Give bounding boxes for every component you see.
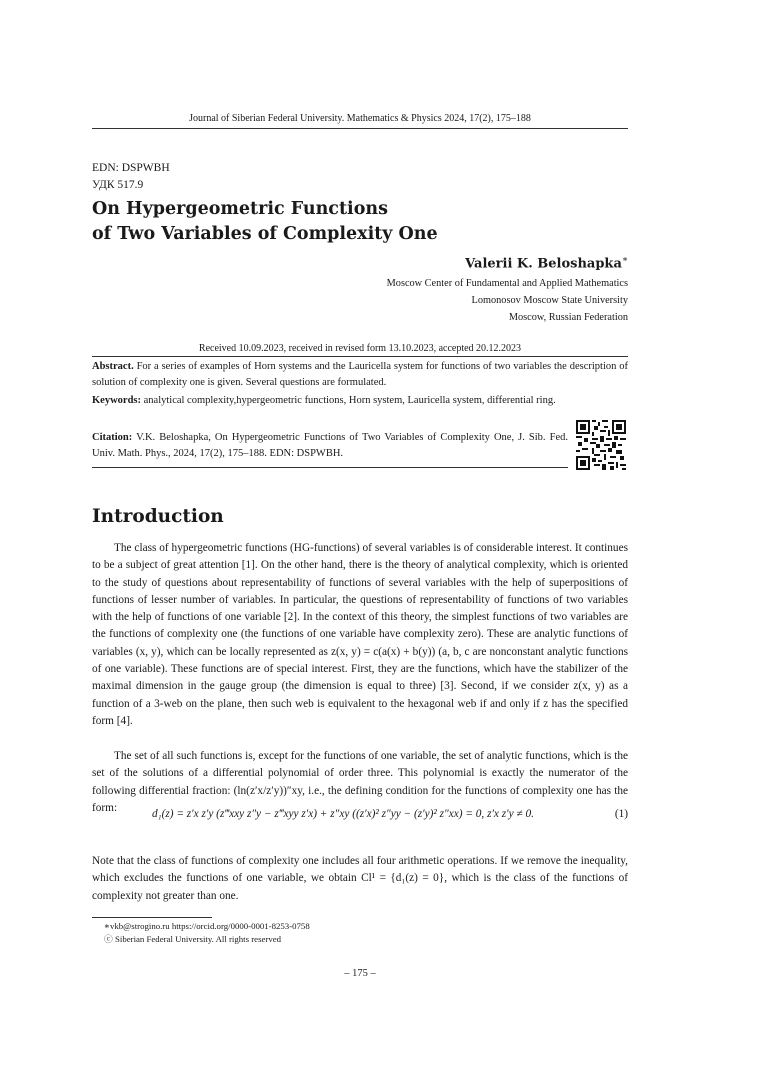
author [465, 255, 628, 271]
title-line-2: of Two Variables of Complexity One [92, 224, 438, 244]
article-title [92, 197, 438, 247]
affiliation-1: Moscow Center of Fundamental and Applied Mathematics [386, 278, 628, 289]
citation-rule [92, 467, 568, 468]
citation-text: V.K. Beloshapka, On Hypergeometric Functions of Two Variables of Complexity One, J. Sib. Fed. Univ. Math. Phys., 2024, 17(2), 175–188. EDN: DSPWBH. [92, 432, 568, 459]
abstract-top-rule [92, 356, 628, 357]
abstract [92, 359, 628, 391]
edn: EDN: DSPWBH [92, 162, 170, 174]
paragraph-2-text: The set of all such functions is, except for the functions of one variable, the set of analytic functions, which is the set of the solutions of a differential polynomial of order three. This polynomial is exactly the numerator of the following differential fraction: (ln(z′x/z′y))″xy, i.e., the defining condition for the functions of complexity one has the form: [92, 750, 628, 814]
journal-header: Journal of Siberian Federal University. Mathematics & Physics 2024, 17(2), 175–188 [189, 113, 531, 124]
udk: УДК 517.9 [92, 179, 144, 191]
author-name: Valerii K. Beloshapka [465, 256, 622, 272]
author-mark: ∗ [621, 255, 628, 265]
title-line-1: On Hypergeometric Functions [92, 199, 388, 219]
paragraph-2 [92, 748, 628, 817]
abstract-text: For a series of examples of Horn systems and the Lauricella system for functions of two variables the description of solution of complexity one is given. Several questions are formulated. [92, 361, 628, 388]
page-number: – 175 – [344, 968, 376, 979]
section-title: Introduction [92, 506, 224, 527]
qr-code-icon[interactable] [576, 420, 626, 470]
paragraph-1 [92, 540, 628, 730]
equation-number: (1) [614, 808, 628, 820]
citation [92, 430, 568, 462]
footnote-copyright: ⓒ Siberian Federal University. All rights reserved [104, 934, 282, 944]
citation-label: Citation: [92, 432, 133, 443]
paragraph-3-text: Note that the class of functions of complexity one includes all four arithmetic operations. If we remove the inequality, which excludes the functions of one variable, we obtain Cl¹ = {d₁(z) = 0}, which is the class of the functions of complexity not greater than one. [92, 855, 628, 902]
keywords [92, 393, 628, 409]
keywords-label: Keywords: [92, 395, 141, 406]
equation-body: d₁(z) = z′x z′y (z‴xxy z″y − z‴xyy z′x) + z″xy ((z′x)² z″yy − (z′y)² z″xx) = 0, z′x z′y ≠ 0. [152, 808, 534, 820]
paragraph-1-text: The class of hypergeometric functions (HG-functions) of several variables is of considerable interest. It continues to be a subject of great attention [1]. On the other hand, there is the theory of analytical complexity, which is oriented to the study of questions about representability of functions of several variables with the help of superpositions of functions of lesser number of variables. In particular, the questions of representability of functions of two variables with the help of functions of one variable [2]. In the context of this theory, the simplest functions of two variables are the functions of complexity one (the functions of one variable have complexity zero). These are analytic functions of variables (x, y), which can be locally represented as z(x, y) = c(a(x) + b(y)) (a, b, c are nonconstant analytic functions of one variable). These functions are of special interest. First, they are the functions, which have the stabilizer of the maximal dimension in the gauge group (the dimension is equal to three) [3]. Second, if we consider z(x, y) as a function of a 3-web on the plane, then such web is equivalent to the hexagonal web if and only if z has the specified form [4]. [92, 542, 628, 727]
keywords-text: analytical complexity,hypergeometric functions, Horn system, Lauricella system, differential ring. [143, 395, 556, 406]
received-dates: Received 10.09.2023, received in revised form 13.10.2023, accepted 20.12.2023 [198, 343, 522, 354]
affiliation-3: Moscow, Russian Federation [508, 312, 628, 323]
abstract-label: Abstract. [92, 361, 134, 372]
footnote-rule [92, 917, 212, 918]
affiliation-2: Lomonosov Moscow State University [471, 295, 628, 306]
header-rule [92, 128, 628, 129]
paragraph-3 [92, 853, 628, 905]
footnote-email[interactable]: ∗vkb@strogino.ru https://orcid.org/0000-0001-8253-0758 [104, 921, 310, 931]
